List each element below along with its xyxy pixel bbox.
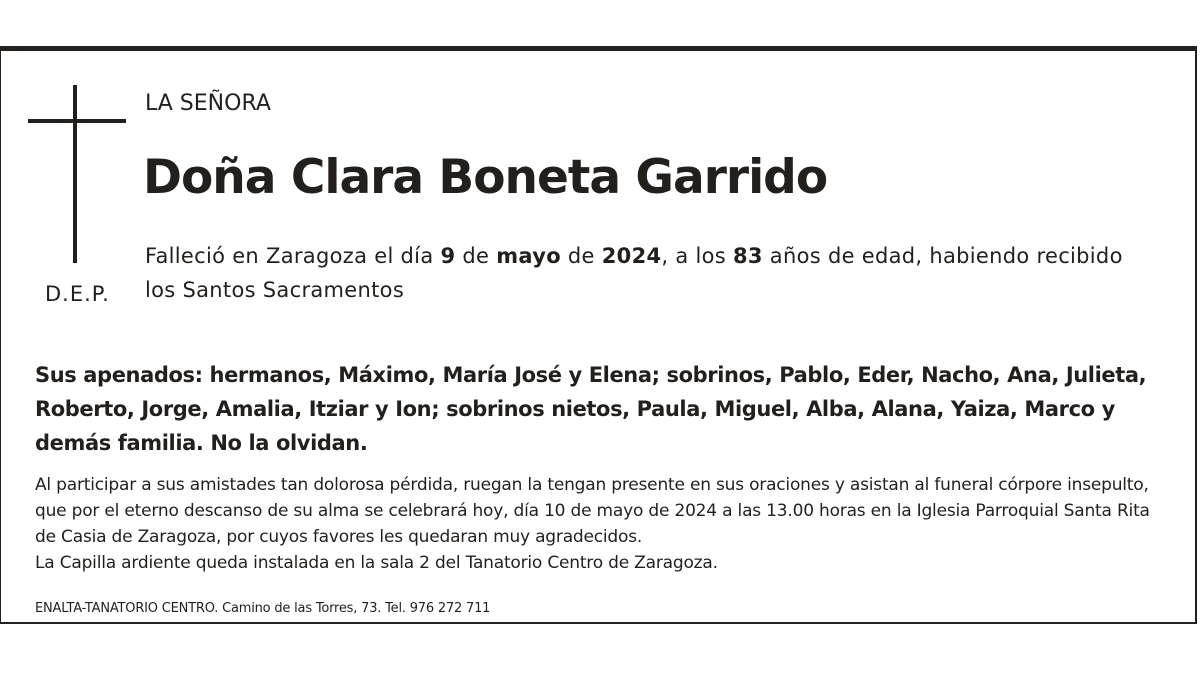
- passing-year: 2024: [601, 244, 662, 268]
- passing-statement: [145, 239, 1155, 307]
- cross-icon: [73, 85, 77, 263]
- intro-label: LA SEÑORA: [145, 91, 271, 116]
- passing-text: Falleció en Zaragoza el día: [145, 244, 441, 268]
- passing-day: 9: [440, 244, 456, 268]
- passing-text: de: [560, 244, 602, 268]
- funeral-text: Al participar a sus amistades tan dolorosa pérdida, ruegan la tengan presente en sus oraciones y asistan al funeral córpore insepulto, que por el eterno descanso de su alma se celebrará hoy, día 10 de mayo de 2024 a las 13.00 horas en la Iglesia Parroquial Santa Rita de Casia de Zaragoza, por cuyos favores les quedaran muy agradecidos.: [35, 475, 1150, 547]
- chapel-text: La Capilla ardiente queda instalada en la sala 2 del Tanatorio Centro de Zaragoza.: [35, 553, 718, 573]
- rip-label: D.E.P.: [45, 282, 110, 306]
- mourners-paragraph: Sus apenados: hermanos, Máximo, María José y Elena; sobrinos, Pablo, Eder, Nacho, Ana, Julieta, Roberto, Jorge, Amalia, Itziar y Ion; sobrinos nietos, Paula, Miguel, Alba, Alana, Yaiza, Marco y demás familia. No la olvidan.: [35, 363, 1147, 455]
- passing-age: 83: [733, 244, 763, 268]
- passing-text: , a los: [661, 244, 733, 268]
- funeral-home-footer: ENALTA-TANATORIO CENTRO. Camino de las Torres, 73. Tel. 976 272 711: [35, 601, 491, 616]
- passing-text: años de edad, habiendo recibido los Santos Sacramentos: [145, 244, 1123, 302]
- passing-text: de: [455, 244, 497, 268]
- funeral-details: [35, 472, 1175, 576]
- passing-month: mayo: [496, 244, 561, 268]
- deceased-name: Doña Clara Boneta Garrido: [143, 150, 828, 205]
- cross-icon-bar: [28, 119, 126, 123]
